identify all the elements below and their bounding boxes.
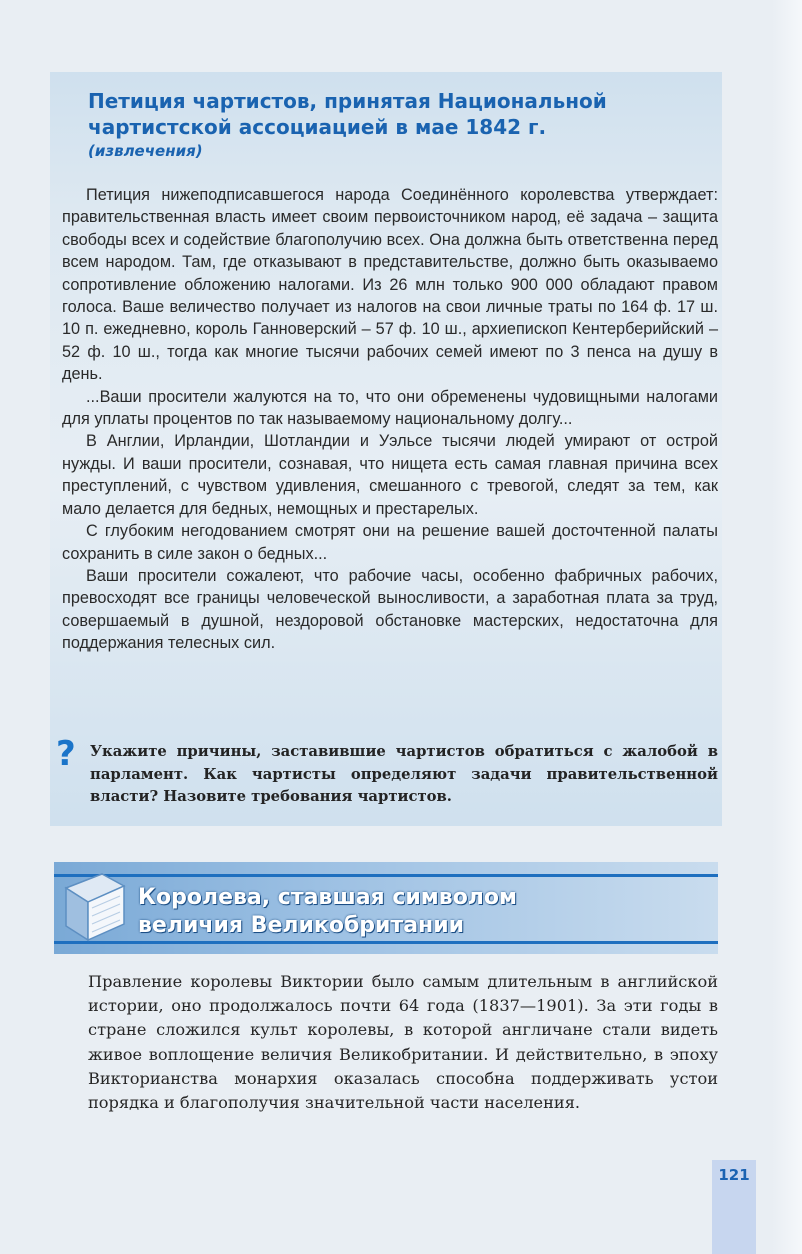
page-number: 121: [718, 1166, 750, 1184]
question-mark-icon: ?: [56, 734, 76, 774]
book-icon: [62, 870, 128, 946]
document-paragraph: В Англии, Ирландии, Шотландии и Уэльсе тысячи людей умирают от острой нужды. И ваши просители, сознавая, что нищета есть самая главная причина всех преступлений, с чувством удивления, смешанного с тревогой, следят за тем, как мало делается для бедных, немощных и престарелых.: [62, 432, 718, 518]
section-header-bottom-stripe: [54, 941, 718, 944]
document-paragraph: Петиция нижеподписавшегося народа Соединённого королевства утверждает: правительственная власть имеет своим первоисточником народ, её задача – защита свободы всех и содействие благополучию всех. Она должна быть ответственна перед всем народом. Там, где отказывают в представительстве, должно быть оказываемо сопротивление обложению налогами. Из 26 млн только 900 000 обладают правом голоса. Ваше величество получает из налогов на свои личные траты по 164 ф. 17 ш. 10 п. ежедневно, король Ганноверский – 57 ф. 10 ш., архиепископ Кентерберийский – 52 ф. 10 ш., тогда как многие тысячи рабочих семей имеют по 3 пенса на душу в день.: [62, 186, 718, 384]
section-body: [88, 970, 718, 1115]
document-subtitle: (извлечения): [88, 142, 203, 160]
document-title-line2: чартистской ассоциацией в мае 1842 г.: [88, 115, 547, 139]
document-paragraph: ...Ваши просители жалуются на то, что они обременены чудовищными налогами для уплаты процентов по так называемому национальному долгу...: [62, 387, 718, 429]
section-title: [138, 884, 718, 940]
section-title-line1: Королева, ставшая символом: [138, 885, 518, 910]
document-title: [88, 88, 698, 162]
question-text: Укажите причины, заставившие чартистов обратиться с жалобой в парламент. Как чартисты определяют задачи правительственной власти? Назовите требования чартистов.: [90, 743, 718, 805]
document-paragraph: С глубоким негодованием смотрят они на решение вашей досточтенной палаты сохранить в силе закон о бедных...: [62, 522, 718, 563]
section-paragraph: Правление королевы Виктории было самым длительным в английской истории, оно продолжалось почти 64 года (1837—1901). За эти годы в стране сложился культ королевы, в которой англичане стали видеть живое воплощение величия Великобритании. И действительно, в эпоху Викторианства монархия оказалась способна поддерживать устои порядка и благополучия значительной части населения.: [88, 972, 718, 1113]
page-edge: [772, 0, 802, 1254]
document-body: [62, 184, 718, 655]
section-header-top-stripe: [54, 874, 718, 877]
document-paragraph: Ваши просители сожалеют, что рабочие часы, особенно фабричных рабочих, превосходят все границы человеческой выносливости, а заработная плата за труд, совершаемый в душной, нездоровой обстановке мастерских, недостаточна для поддержания телесных сил.: [62, 566, 718, 653]
document-title-line1: Петиция чартистов, принятая Национальной: [88, 89, 607, 113]
section-title-line2: величия Великобритании: [138, 913, 465, 938]
page-number-tab: [712, 1160, 756, 1254]
